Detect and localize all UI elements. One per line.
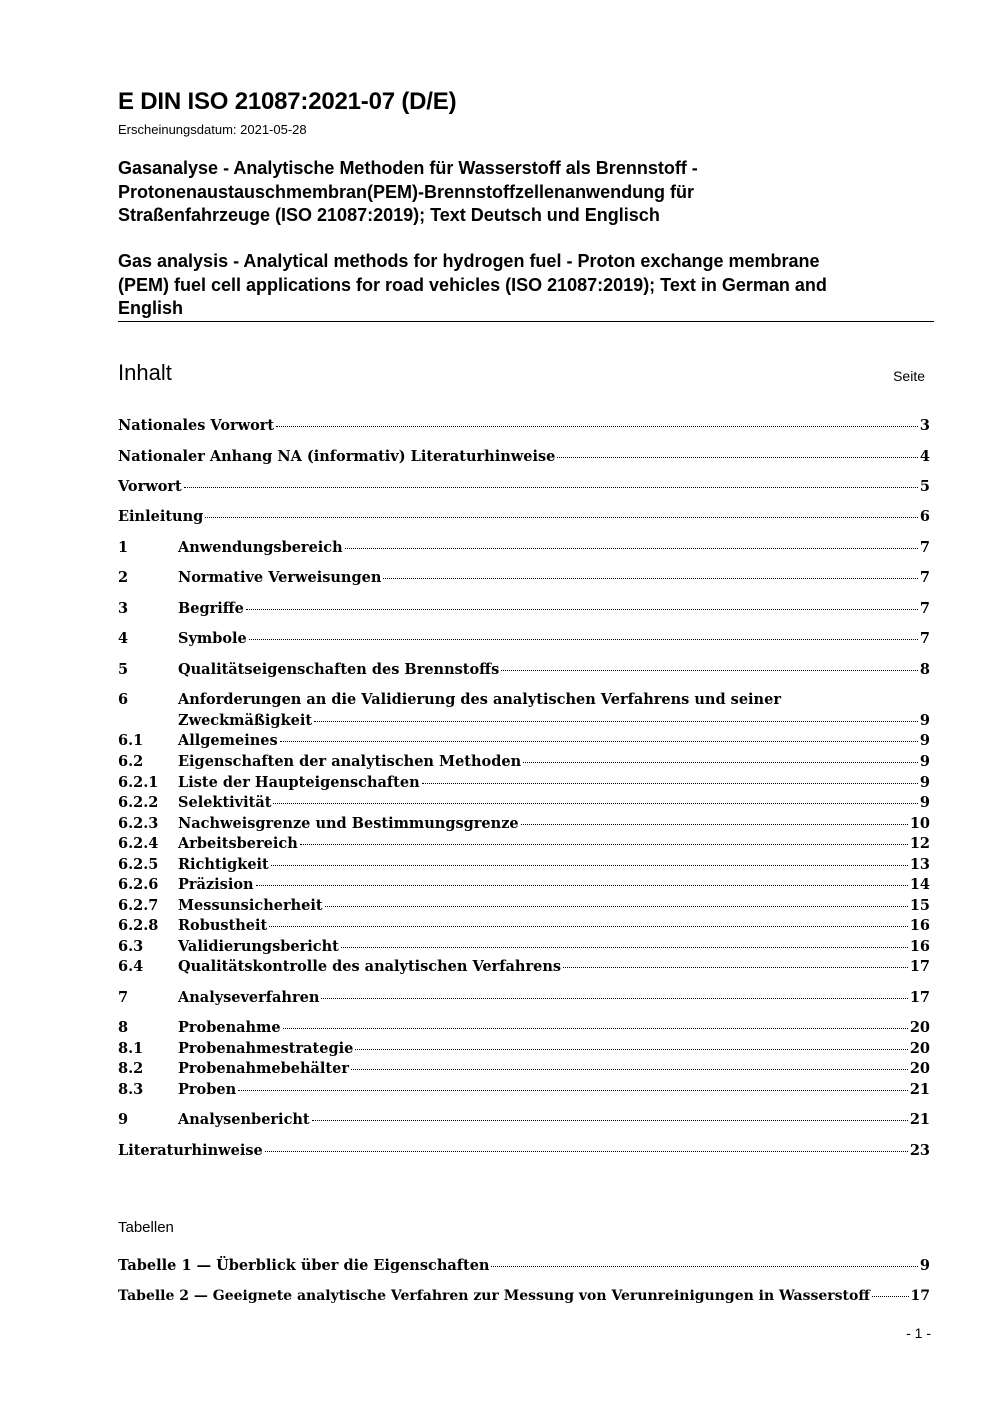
dot-leader xyxy=(246,609,918,610)
title-english-line: English xyxy=(118,298,184,318)
toc-entry-title: Normative Verweisungen xyxy=(178,569,382,586)
toc-entry-number: 6.2.2 xyxy=(118,794,159,811)
toc-entry[interactable] xyxy=(118,958,930,979)
dot-leader xyxy=(523,762,918,763)
toc-entry-number: 1 xyxy=(118,539,129,556)
toc-entry-number: 6.2.6 xyxy=(118,876,159,893)
toc-entry-number: 6.2.1 xyxy=(118,774,159,791)
toc-entry-page: 7 xyxy=(919,600,930,617)
toc-entry-page: 13 xyxy=(909,856,930,873)
dot-leader xyxy=(345,548,918,549)
toc-entry-number: 6.2.7 xyxy=(118,897,159,914)
toc-entry-number: 6.2.4 xyxy=(118,835,159,852)
dot-leader xyxy=(280,741,918,742)
toc-entry-page: 7 xyxy=(919,569,930,586)
dot-leader xyxy=(872,1296,909,1297)
document-id: E DIN ISO 21087:2021-07 (D/E) xyxy=(118,88,457,115)
toc-entry-number: 6 xyxy=(118,691,129,708)
dot-leader xyxy=(269,926,908,927)
toc-entry-page: 17 xyxy=(909,958,930,975)
toc-entry-page: 12 xyxy=(909,835,930,852)
toc-entry-number: 4 xyxy=(118,630,129,647)
dot-leader xyxy=(351,1069,908,1070)
dot-leader xyxy=(321,998,907,999)
toc-entry-title: Nationales Vorwort xyxy=(118,417,275,434)
header-divider xyxy=(118,321,934,322)
toc-entry[interactable] xyxy=(118,989,930,1010)
toc-entry[interactable] xyxy=(118,835,930,856)
toc-entry-page: 20 xyxy=(909,1060,930,1077)
toc-entry[interactable] xyxy=(118,539,930,560)
toc-entry-page: 4 xyxy=(919,448,930,465)
toc-entry-title: Proben xyxy=(178,1081,237,1098)
toc-entry-number: 8.1 xyxy=(118,1040,144,1057)
toc-entry-title: Probenahme xyxy=(178,1019,281,1036)
toc-entry-title: Richtigkeit xyxy=(178,856,269,873)
toc-entry-page: 20 xyxy=(909,1040,930,1057)
tables-heading: Tabellen xyxy=(118,1219,174,1236)
toc-entry-number: 5 xyxy=(118,661,129,678)
dot-leader xyxy=(265,1151,908,1152)
toc-entry[interactable] xyxy=(118,1060,930,1081)
toc-entry-number: 9 xyxy=(118,1111,129,1128)
toc-entry-page: 17 xyxy=(909,989,930,1006)
table-entry[interactable] xyxy=(118,1257,930,1278)
toc-entry[interactable] xyxy=(118,856,930,877)
toc-entry-title: Nationaler Anhang NA (informativ) Literaturhinweise xyxy=(118,448,556,465)
toc-entry[interactable] xyxy=(118,732,930,753)
toc-entry-title: Analyseverfahren xyxy=(178,989,320,1006)
dot-leader xyxy=(491,1266,917,1267)
toc-entry[interactable] xyxy=(118,938,930,959)
toc-entry-page: 5 xyxy=(919,478,930,495)
toc-entry-title: Einleitung xyxy=(118,508,204,525)
toc-entry-page: 15 xyxy=(909,897,930,914)
toc-entry-number: 6.2.8 xyxy=(118,917,159,934)
toc-entry-continuation[interactable] xyxy=(118,712,930,733)
dot-leader xyxy=(325,906,908,907)
dot-leader xyxy=(521,824,908,825)
title-german-line: Gasanalyse - Analytische Methoden für Wasserstoff als Brennstoff - xyxy=(118,158,698,178)
toc-entry-title: Anforderungen an die Validierung des analytischen Verfahrens und seiner xyxy=(178,691,781,708)
toc-entry-title: Begriffe xyxy=(178,600,244,617)
toc-entry-number: 3 xyxy=(118,600,129,617)
table-entry-page: 17 xyxy=(910,1288,930,1304)
toc-entry[interactable] xyxy=(118,815,930,836)
table-entry-title: Tabelle 1 — Überblick über die Eigenschaften xyxy=(118,1257,490,1274)
publication-date: Erscheinungsdatum: 2021-05-28 xyxy=(118,122,307,137)
toc-entry-title: Qualitätseigenschaften des Brennstoffs xyxy=(178,661,500,678)
toc-entry[interactable] xyxy=(118,448,930,469)
dot-leader xyxy=(383,578,918,579)
toc-entry-title: Präzision xyxy=(178,876,254,893)
toc-entry[interactable] xyxy=(118,917,930,938)
toc-entry-title: Vorwort xyxy=(118,478,182,495)
toc-entry-title: Qualitätskontrolle des analytischen Verfahrens xyxy=(178,958,562,975)
title-english xyxy=(118,250,918,321)
toc-entry[interactable] xyxy=(118,1019,930,1040)
dot-leader xyxy=(283,1028,908,1029)
dot-leader xyxy=(184,487,918,488)
toc-entry-page: 9 xyxy=(919,774,930,791)
table-entry[interactable] xyxy=(118,1288,930,1309)
toc-entry-page: 10 xyxy=(909,815,930,832)
toc-entry-page: 16 xyxy=(909,938,930,955)
toc-entry-title: Liste der Haupteigenschaften xyxy=(178,774,420,791)
toc-entry-number: 8.2 xyxy=(118,1060,144,1077)
dot-leader xyxy=(276,426,918,427)
toc-heading: Inhalt xyxy=(118,360,172,385)
toc-entry-number: 6.1 xyxy=(118,732,144,749)
toc-entry-title: Probenahmestrategie xyxy=(178,1040,354,1057)
toc-entry[interactable] xyxy=(118,569,930,590)
toc-entry-title: Messunsicherheit xyxy=(178,897,323,914)
toc-entry-number: 7 xyxy=(118,989,129,1006)
toc-entry-number: 6.2 xyxy=(118,753,144,770)
toc-entry-page: 7 xyxy=(919,539,930,556)
toc-entry-title: Anwendungsbereich xyxy=(178,539,343,556)
dot-leader xyxy=(256,885,908,886)
toc-entry-page: 21 xyxy=(909,1081,930,1098)
toc-entry[interactable] xyxy=(118,753,930,774)
toc-entry-number: 8 xyxy=(118,1019,129,1036)
toc-entry-title: Nachweisgrenze und Bestimmungsgrenze xyxy=(178,815,519,832)
toc-entry[interactable] xyxy=(118,630,930,651)
title-german-line: Protonenaustauschmembran(PEM)-Brennstoffzellenanwendung für xyxy=(118,181,695,202)
toc-entry[interactable] xyxy=(118,1081,930,1102)
toc-entry[interactable] xyxy=(118,417,930,438)
toc-entry[interactable] xyxy=(118,794,930,815)
dot-leader xyxy=(238,1090,908,1091)
dot-leader xyxy=(271,865,908,866)
toc-entry-page: 9 xyxy=(919,794,930,811)
toc-entry[interactable] xyxy=(118,1142,930,1163)
toc-entry[interactable] xyxy=(118,661,930,682)
toc-entry-title: Validierungsbericht xyxy=(178,938,339,955)
toc-entry-number: 6.2.5 xyxy=(118,856,159,873)
toc-entry[interactable] xyxy=(118,897,930,918)
toc-entry-page: 23 xyxy=(909,1142,930,1159)
dot-leader xyxy=(355,1049,907,1050)
toc-entry-title: Analysenbericht xyxy=(178,1111,310,1128)
toc-entry-title: Arbeitsbereich xyxy=(178,835,298,852)
dot-leader xyxy=(341,947,908,948)
toc-entry-title: Allgemeines xyxy=(178,732,278,749)
toc-entry-number: 8.3 xyxy=(118,1081,144,1098)
toc-entry[interactable] xyxy=(118,508,930,529)
toc-entry-page: 9 xyxy=(919,732,930,749)
dot-leader xyxy=(501,670,918,671)
toc-entry-page: 3 xyxy=(919,417,930,434)
toc-entry[interactable] xyxy=(118,600,930,621)
table-entry-page: 9 xyxy=(919,1257,930,1274)
toc-entry-page: 8 xyxy=(919,661,930,678)
toc-entry-title: Robustheit xyxy=(178,917,268,934)
toc-entry-title: Literaturhinweise xyxy=(118,1142,263,1159)
toc-entry-title: Eigenschaften der analytischen Methoden xyxy=(178,753,522,770)
toc-entry-title: Probenahmebehälter xyxy=(178,1060,349,1077)
dot-leader xyxy=(205,517,918,518)
toc-entry-title: Selektivität xyxy=(178,794,272,811)
toc-entry-page: 7 xyxy=(919,630,930,647)
toc-entry[interactable] xyxy=(118,1040,930,1061)
title-german xyxy=(118,157,918,228)
toc-entry-page: 14 xyxy=(909,876,930,893)
toc-entry-page: 9 xyxy=(919,753,930,770)
table-entry-title: Tabelle 2 — Geeignete analytische Verfahren zur Messung von Verunreinigungen in Wasserstoff xyxy=(118,1288,870,1304)
toc-entry[interactable] xyxy=(118,774,930,795)
dot-leader xyxy=(312,1120,908,1121)
toc-entry[interactable] xyxy=(118,1111,930,1132)
toc-entry-number: 6.2.3 xyxy=(118,815,159,832)
toc-entry-number: 6.3 xyxy=(118,938,144,955)
page-column-label: Seite xyxy=(893,368,925,384)
toc-entry[interactable] xyxy=(118,876,930,897)
dot-leader xyxy=(314,721,918,722)
title-english-line: (PEM) fuel cell applications for road vehicles (ISO 21087:2019); Text in German and xyxy=(118,274,827,295)
toc-entry-title: Symbole xyxy=(178,630,247,647)
toc-entry-number: 2 xyxy=(118,569,129,586)
dot-leader xyxy=(563,967,908,968)
dot-leader xyxy=(422,783,918,784)
title-german-line: Straßenfahrzeuge (ISO 21087:2019); Text Deutsch und Englisch xyxy=(118,205,660,225)
toc-entry-page: 16 xyxy=(909,917,930,934)
toc-entry-title-cont: Zweckmäßigkeit xyxy=(178,712,313,729)
toc-entry-number: 6.4 xyxy=(118,958,144,975)
page-number: - 1 - xyxy=(906,1325,931,1341)
dot-leader xyxy=(249,639,918,640)
toc-entry[interactable] xyxy=(118,478,930,499)
toc-entry-page: 20 xyxy=(909,1019,930,1036)
title-english-line: Gas analysis - Analytical methods for hydrogen fuel - Proton exchange membrane xyxy=(118,251,820,271)
toc-entry-page: 9 xyxy=(919,712,930,729)
toc-entry-page: 6 xyxy=(919,508,930,525)
dot-leader xyxy=(273,803,917,804)
dot-leader xyxy=(300,844,908,845)
toc-entry[interactable] xyxy=(118,691,930,712)
toc-entry-page: 21 xyxy=(909,1111,930,1128)
dot-leader xyxy=(557,457,918,458)
